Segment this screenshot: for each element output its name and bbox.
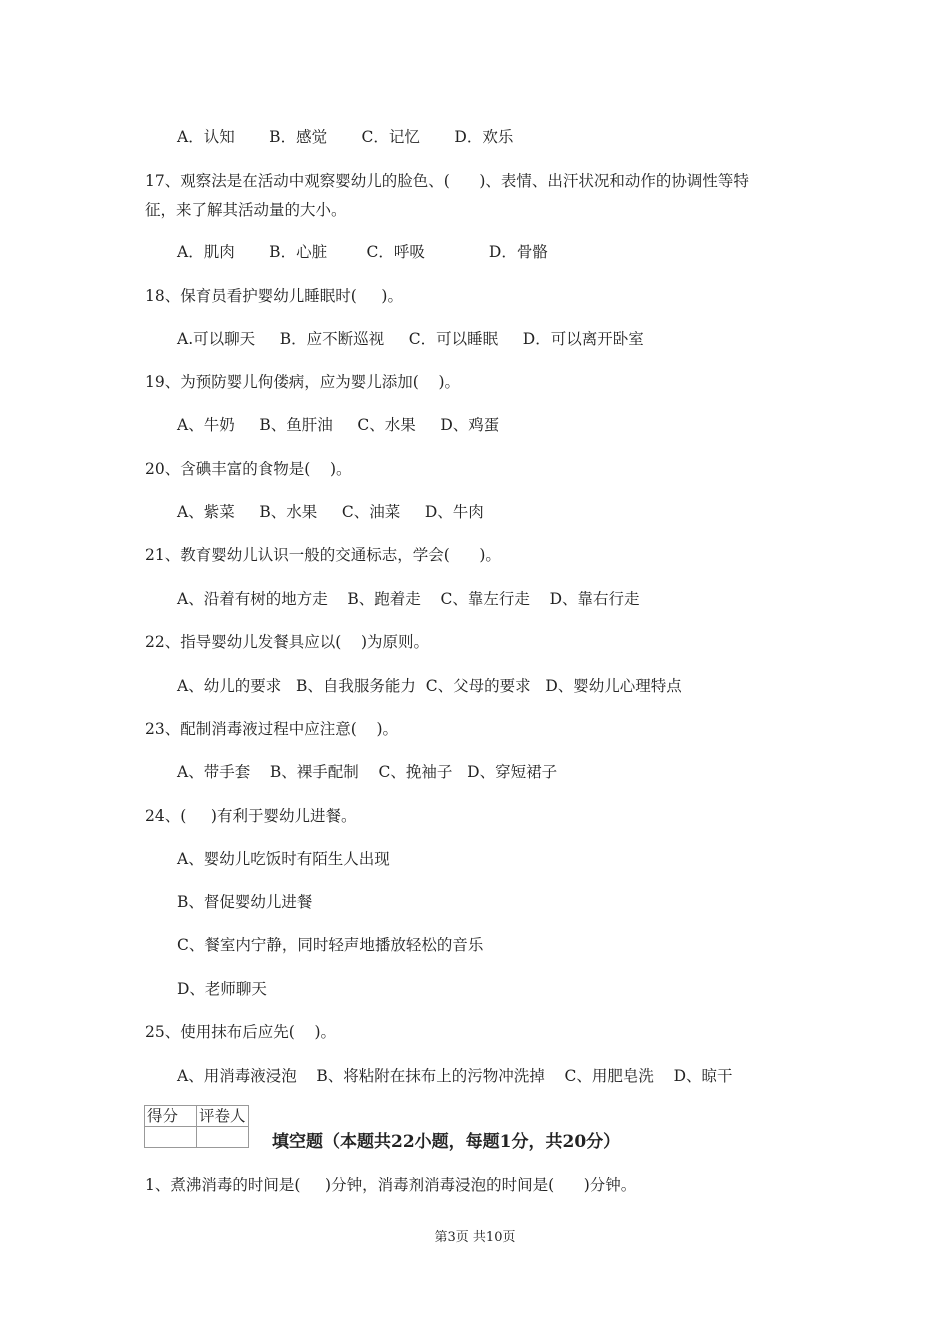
question-line: A、沿着有树的地方走 B、跑着走 C、靠左行走 D、靠右行走	[177, 590, 640, 608]
question-line: A、用消毒液浸泡 B、将粘附在抹布上的污物冲洗掉 C、用肥皂洗 D、晾干	[177, 1067, 733, 1085]
question-line: A、幼儿的要求 B、自我服务能力 C、父母的要求 D、婴幼儿心理特点	[177, 677, 682, 695]
question-line: B、督促婴幼儿进餐	[177, 893, 313, 911]
question-line: C、餐室内宁静，同时轻声地播放轻松的音乐	[177, 936, 484, 954]
question-line: A．肌肉 B．心脏 C．呼吸 D．骨骼	[177, 243, 548, 261]
question-line: 23、配制消毒液过程中应注意( )。	[145, 720, 399, 738]
question-line: 22、指导婴幼儿发餐具应以( )为原则。	[145, 633, 430, 651]
question-line: 征，来了解其活动量的大小。	[145, 201, 347, 219]
question-line: 1、煮沸消毒的时间是( )分钟，消毒剂消毒浸泡的时间是( )分钟。	[145, 1176, 637, 1194]
question-line: A、紫菜 B、水果 C、油菜 D、牛肉	[177, 503, 484, 521]
question-line: 17、观察法是在活动中观察婴幼儿的脸色、( )、表情、出汗状况和动作的协调性等特	[145, 172, 749, 190]
question-line: D、老师聊天	[177, 980, 267, 998]
page-footer: 第3页 共10页	[434, 1230, 516, 1245]
question-line: 20、含碘丰富的食物是( )。	[145, 460, 352, 478]
question-line: A．认知 B．感觉 C．记忆 D．欢乐	[177, 128, 514, 146]
question-line: 21、教育婴幼儿认识一般的交通标志，学会( )。	[145, 546, 501, 564]
question-line: 24、( )有利于婴幼儿进餐。	[145, 807, 357, 825]
question-line: A、牛奶 B、鱼肝油 C、水果 D、鸡蛋	[177, 416, 500, 434]
question-line: A.可以聊天 B．应不断巡视 C．可以睡眠 D．可以离开卧室	[177, 330, 644, 348]
reviewer-cell	[197, 1127, 249, 1148]
question-line: A、带手套 B、裸手配制 C、挽袖子 D、穿短裙子	[177, 763, 558, 781]
question-line: 25、使用抹布后应先( )。	[145, 1023, 337, 1041]
score-label: 得分	[145, 1106, 197, 1127]
section-title: 填空题（本题共22小题，每题1分，共20分）	[272, 1132, 621, 1152]
reviewer-label: 评卷人	[197, 1106, 249, 1127]
question-line: A、婴幼儿吃饭时有陌生人出现	[177, 850, 390, 868]
question-line: 18、保育员看护婴幼儿睡眠时( )。	[145, 287, 403, 305]
score-table	[144, 1105, 249, 1148]
question-line: 19、为预防婴儿佝偻病，应为婴儿添加( )。	[145, 373, 461, 391]
score-cell	[145, 1127, 197, 1148]
